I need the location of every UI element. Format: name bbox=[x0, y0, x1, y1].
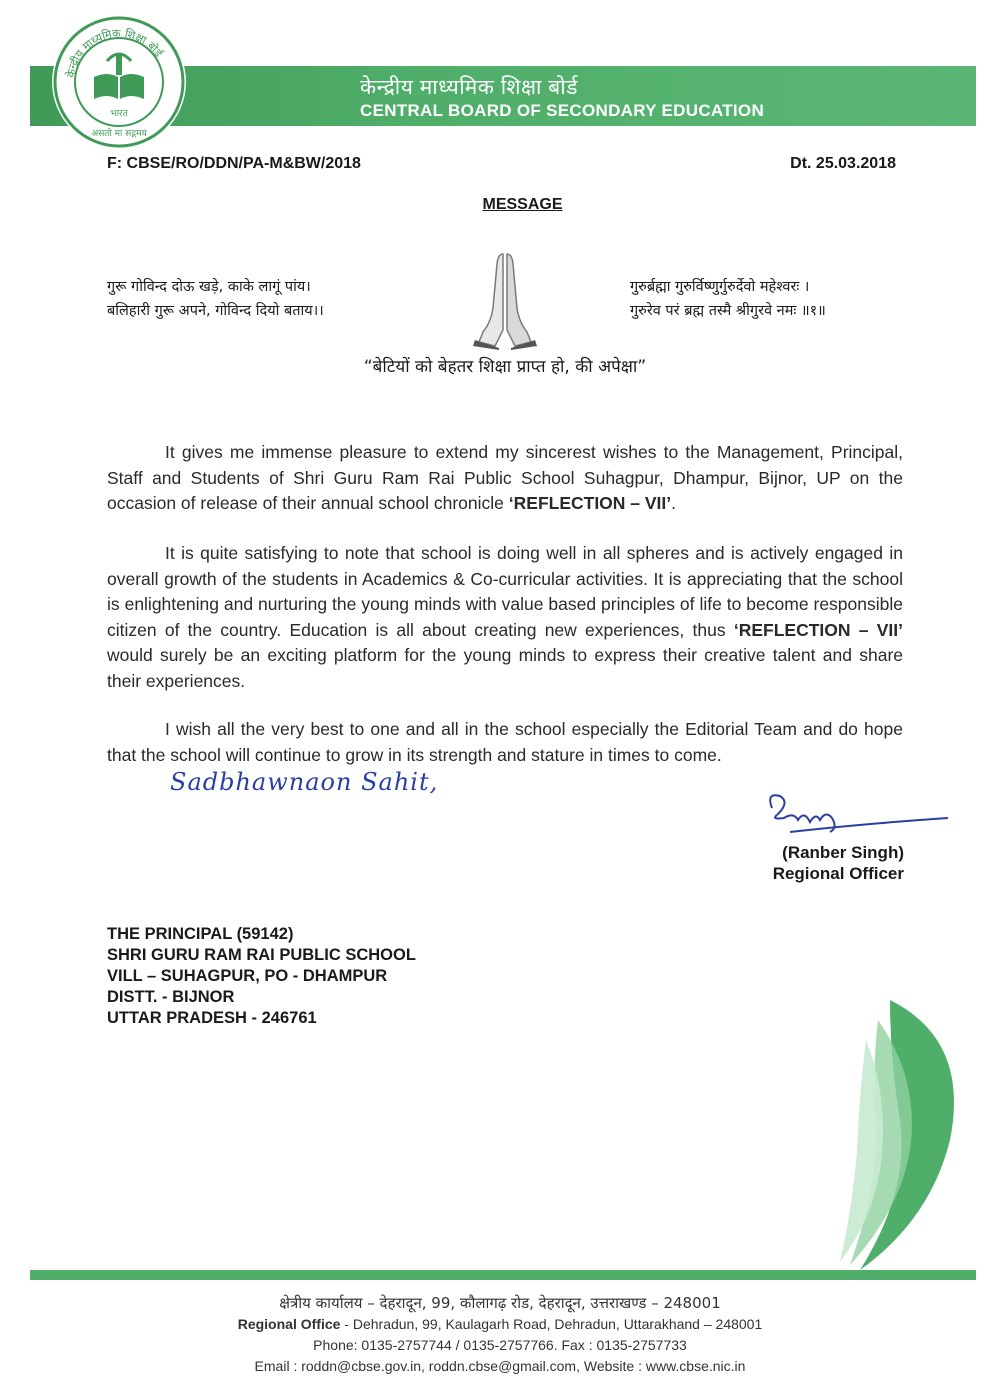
chronicle-name-2: ‘REFLECTION – VII’ bbox=[733, 619, 903, 640]
board-name-english: CENTRAL BOARD OF SECONDARY EDUCATION bbox=[360, 101, 765, 120]
reference-number: F: CBSE/RO/DDN/PA-M&BW/2018 bbox=[107, 155, 361, 172]
handwritten-closing: Sadbhawnaon Sahit, bbox=[170, 768, 439, 796]
verse-right-line-1: गुरुर्ब्रह्मा गुरुर्विष्णुर्गुरुर्देवो महेश्वरः । bbox=[630, 279, 810, 295]
recipient-line: THE PRINCIPAL (59142) bbox=[107, 925, 294, 943]
signatory-title: Regional Officer bbox=[772, 864, 904, 883]
cbse-logo bbox=[52, 15, 186, 149]
verse-left bbox=[107, 275, 324, 323]
paragraph-3-text: I wish all the very best to one and all in the school especially the Editorial Team and do hope that the school will continue to grow in its strength and stature in times to come. bbox=[107, 719, 903, 765]
cbse-logo-graphic bbox=[52, 15, 186, 149]
paragraph-3 bbox=[107, 717, 903, 768]
recipient-line: DISTT. - BIJNOR bbox=[107, 988, 235, 1006]
footer-email: Email : roddn@cbse.gov.in, roddn.cbse@gmail.com, Website : www.cbse.nic.in bbox=[254, 1358, 746, 1374]
message-heading: MESSAGE bbox=[482, 196, 563, 213]
footer-office-address: - Dehradun, 99, Kaulagarh Road, Dehradun, Uttarakhand – 248001 bbox=[340, 1316, 763, 1332]
logo-ring-text: केन्द्रीय माध्यमिक शिक्षा बोर्ड bbox=[64, 26, 165, 79]
slogan: “बेटियों को बेहतर शिक्षा प्राप्त हो, की अपेक्षा” bbox=[363, 357, 647, 377]
board-name-hindi: केन्द्रीय माध्यमिक शिक्षा बोर्ड bbox=[360, 76, 578, 99]
footer-bar bbox=[30, 1270, 976, 1280]
chronicle-name: ‘REFLECTION – VII’ bbox=[508, 493, 672, 513]
verse-right-line-2: गुरुरेव परं ब्रह्म तस्मै श्रीगुरवे नमः ॥१॥ bbox=[630, 303, 826, 319]
footer-office-label: Regional Office bbox=[237, 1316, 341, 1332]
paragraph-1-text: It gives me immense pleasure to extend my sincerest wishes to the Management, Principal, Staff and Students of Shri Guru Ram Rai Public School Suhagpur, Dhampur, Bijnor, UP on the occasion of release of their annual school chronicle bbox=[107, 442, 903, 513]
recipient-line: SHRI GURU RAM RAI PUBLIC SCHOOL bbox=[107, 946, 416, 964]
paragraph-1 bbox=[107, 440, 903, 517]
paragraph-2-text-a: It is quite satisfying to note that school is doing well in all spheres and is actively engaged in overall growth of the students in Academics & Co-curricular activities. It is appreciating that the school is enlightening and nurturing the young minds with value based principles of life to become responsible citizen of the country. Education is all about creating new experiences, thus bbox=[107, 543, 903, 640]
logo-country: भारत bbox=[110, 109, 128, 119]
signature-image bbox=[760, 788, 960, 848]
leaf-decoration bbox=[820, 1000, 980, 1270]
logo-motto: असतो मा सद्गमय bbox=[91, 129, 147, 139]
recipient-line: UTTAR PRADESH - 246761 bbox=[107, 1009, 317, 1027]
verse-right bbox=[630, 275, 826, 323]
verse-left-line-1: गुरू गोविन्द दोऊ खड़े, काके लागूं पांय। bbox=[107, 279, 311, 295]
paragraph-2-text-b: would surely be an exciting platform for the young minds to express their creative talent and share their experiences. bbox=[107, 645, 903, 691]
paragraph-2 bbox=[107, 541, 903, 694]
signatory-name: (Ranber Singh) bbox=[782, 843, 904, 862]
recipient-line: VILL – SUHAGPUR, PO - DHAMPUR bbox=[107, 967, 388, 985]
paragraph-1-end: . bbox=[671, 493, 677, 513]
footer-office bbox=[0, 1316, 1000, 1332]
letter-date: Dt. 25.03.2018 bbox=[790, 155, 896, 172]
folded-hands-icon bbox=[465, 250, 545, 350]
footer-hindi-address: क्षेत्रीय कार्यालय – देहरादून, 99, कौलागढ़ रोड, देहरादून, उत्तराखण्ड – 248001 bbox=[279, 1294, 721, 1312]
verse-left-line-2: बलिहारी गुरू अपने, गोविन्द दियो बताय।। bbox=[107, 303, 324, 319]
recipient-address bbox=[107, 924, 416, 1029]
footer-phone: Phone: 0135-2757744 / 0135-2757766. Fax : 0135-2757733 bbox=[313, 1337, 687, 1353]
